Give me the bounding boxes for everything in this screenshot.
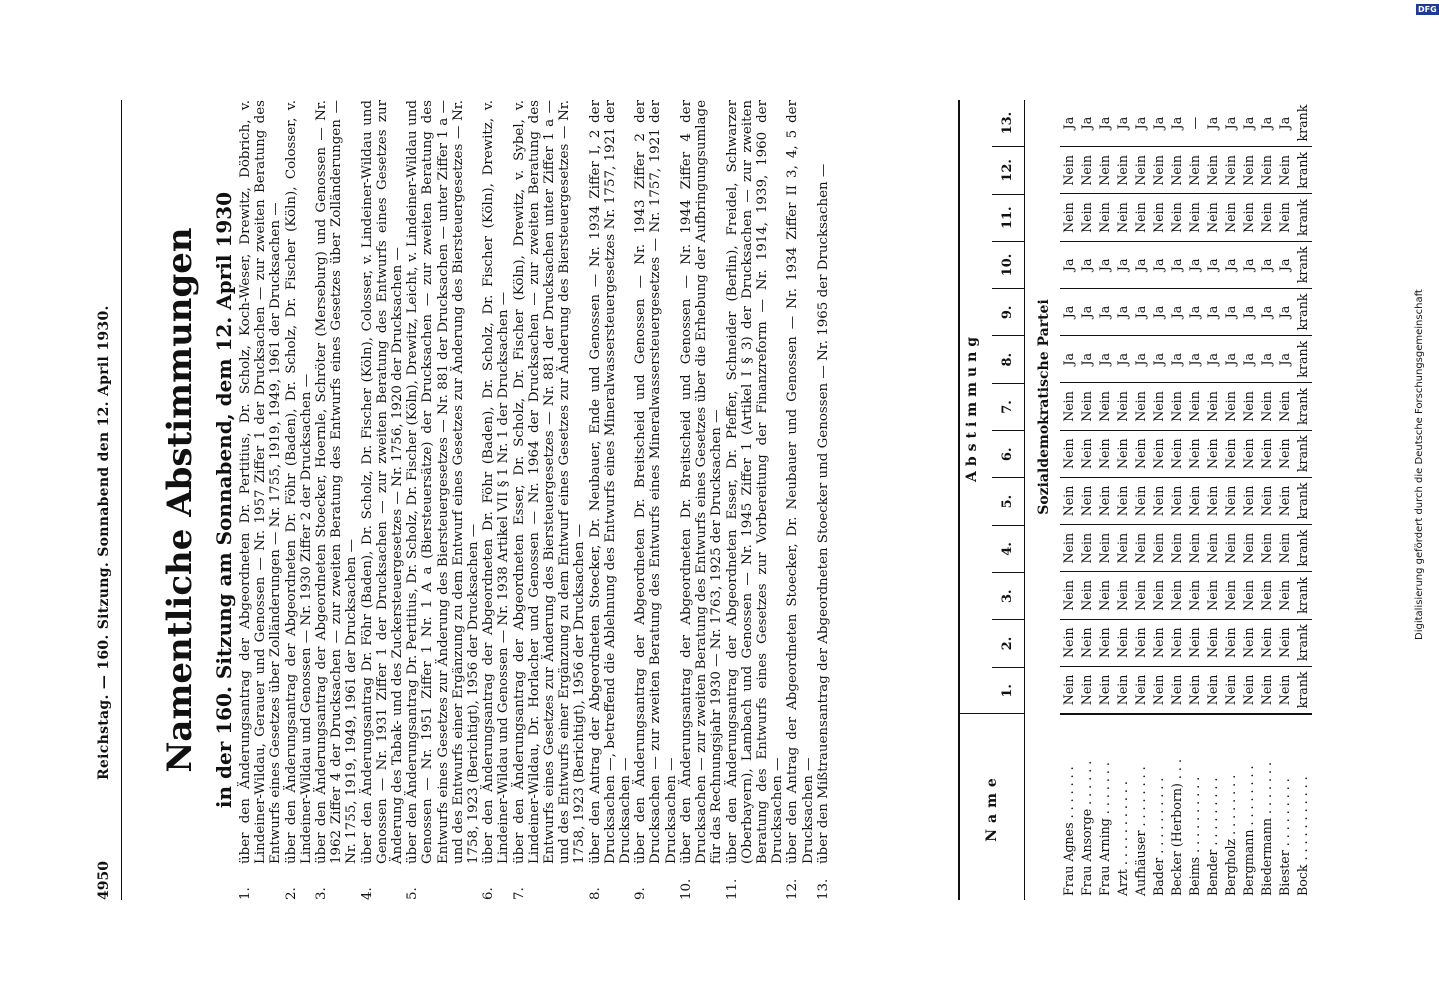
vote-item — [725, 100, 786, 900]
table-row — [1114, 100, 1132, 900]
vote-cell: Nein — [1168, 383, 1186, 430]
column-number: 4. — [992, 526, 1024, 573]
vote-item-number: 13. — [815, 878, 831, 900]
vote-cell: Nein — [1060, 431, 1078, 478]
vote-cell: Ja — [1168, 100, 1186, 147]
member-name: Bergmann . . . . . . . . — [1240, 714, 1258, 900]
column-number: 2. — [992, 620, 1024, 667]
vote-cell: Nein — [1150, 383, 1168, 430]
vote-cell: Nein — [1150, 194, 1168, 241]
vote-cell: Nein — [1078, 620, 1096, 667]
vote-cell: Nein — [1240, 431, 1258, 478]
column-number: 12. — [992, 147, 1024, 194]
vote-item — [238, 100, 284, 900]
side-credit-text: Digitalisierung gefördert durch die Deutsche Forschungsgemeinschaft — [1414, 289, 1425, 640]
vote-cell: Ja — [1258, 336, 1276, 383]
dfg-logo: DFG — [1418, 5, 1437, 14]
vote-cell: Nein — [1204, 383, 1222, 430]
vote-cell: krank — [1294, 242, 1312, 289]
vote-item-number: 9. — [633, 887, 649, 900]
vote-cell: Nein — [1222, 431, 1240, 478]
vote-cell: Nein — [1276, 478, 1294, 525]
vote-cell: Nein — [1132, 620, 1150, 667]
vote-cell: Ja — [1204, 336, 1222, 383]
vote-cell: Ja — [1078, 242, 1096, 289]
vote-cell: Nein — [1060, 194, 1078, 241]
vote-item-number: 12. — [785, 878, 801, 900]
vote-item-text: über den Änderungsantrag der Abgeordneten Dr. Pertitius, Dr. Scholz, Koch-Weser, Drewitz, Döbrich, v. Lindeiner-Wildau, Gerauer und Genossen — Nr. 1957 Ziffer 1 der Drucksachen — zur zweiten Beratung des Entwurfs eines Gesetzes über Zolländerungen — Nr. 1755, 1919, 1949, 1961 der Drucksachen — — [238, 100, 284, 864]
vote-cell: Ja — [1186, 289, 1204, 336]
vote-cell: Nein — [1114, 572, 1132, 619]
vote-cell: Ja — [1276, 336, 1294, 383]
vote-cell: Nein — [1150, 620, 1168, 667]
vote-cell: Nein — [1132, 525, 1150, 572]
vote-item-number: 6. — [481, 887, 497, 900]
vote-cell: Ja — [1222, 242, 1240, 289]
vote-cell: krank — [1294, 194, 1312, 241]
vote-cell: Ja — [1096, 242, 1114, 289]
vote-cell: Nein — [1168, 525, 1186, 572]
member-name: Frau Arning . . . . . . . — [1096, 714, 1114, 900]
vote-cell: Nein — [1114, 431, 1132, 478]
vote-cell: Ja — [1060, 336, 1078, 383]
vote-item-text: über den Änderungsantrag der Abgeordneten Dr. Föhr (Baden), Dr. Scholz, Dr. Fischer (Köln), Colosser, v. Lindeiner-Wildau und Genossen — Nr. 1930 Ziffer 2 der Drucksachen — — [283, 100, 314, 864]
vote-item — [816, 100, 831, 900]
vote-cell: Nein — [1096, 431, 1114, 478]
member-name: Frau Agnes . . . . . . . — [1060, 714, 1078, 900]
vote-cell: Ja — [1096, 289, 1114, 336]
vote-cell: Nein — [1150, 572, 1168, 619]
vote-cell: Nein — [1114, 525, 1132, 572]
vote-cell: Nein — [1096, 667, 1114, 714]
vote-cell: Nein — [1240, 525, 1258, 572]
member-name: Beims . . . . . . . . . . — [1186, 714, 1204, 900]
vote-cell: Nein — [1186, 383, 1204, 430]
vote-cell: Ja — [1114, 336, 1132, 383]
vote-cell: Nein — [1168, 147, 1186, 194]
vote-cell: Nein — [1204, 572, 1222, 619]
vote-item-text: über den Änderungsantrag der Abgeordneten Stoecker, Hoernle, Schröter (Merseburg) und Genossen — Nr. 1962 Ziffer 4 der Drucksachen — zur zweiten Beratung des Entwurfs eines Gesetzes über Zolländerungen — Nr. 1755, 1919, 1949, 1961 der Drucksachen — — [314, 100, 360, 864]
vote-cell: Nein — [1168, 667, 1186, 714]
vote-cell: Nein — [1078, 147, 1096, 194]
table-row — [1132, 100, 1150, 900]
page-number: 4950 — [96, 861, 112, 900]
vote-cell: Nein — [1186, 478, 1204, 525]
page-subtitle: in der 160. Sitzung am Sonnabend, dem 12. April 1930 — [212, 191, 236, 809]
vote-cell: Nein — [1096, 478, 1114, 525]
vote-item — [405, 100, 481, 900]
vote-cell: Ja — [1186, 336, 1204, 383]
vote-item-number: 4. — [359, 887, 375, 900]
vote-cell: Nein — [1276, 194, 1294, 241]
member-name: Bender . . . . . . . . . — [1204, 714, 1222, 900]
vote-cell: Nein — [1186, 667, 1204, 714]
vote-cell: Nein — [1150, 431, 1168, 478]
vote-item-text: über den Antrag der Abgeordneten Stoecker, Dr. Neubauer und Genossen — Nr. 1934 Ziffer II 3, 4, 5 der Drucksachen — — [785, 100, 816, 864]
member-name: Arzt . . . . . . . . . . . — [1114, 714, 1132, 900]
vote-item — [314, 100, 360, 900]
member-name: Biedermann . . . . . . . — [1258, 714, 1276, 900]
vote-cell: Ja — [1060, 242, 1078, 289]
vote-item — [588, 100, 634, 900]
vote-item-text: über den Mißtrauensantrag der Abgeordneten Stoecker und Genossen — Nr. 1965 der Drucksachen — — [815, 163, 831, 864]
page-title: Namentliche Abstimmungen — [160, 227, 200, 773]
vote-cell: Ja — [1222, 100, 1240, 147]
vote-cell: Ja — [1204, 242, 1222, 289]
vote-cell: Nein — [1132, 147, 1150, 194]
vote-cell: Nein — [1096, 572, 1114, 619]
vote-cell: Nein — [1240, 620, 1258, 667]
vote-cell: Nein — [1060, 667, 1078, 714]
vote-cell: Nein — [1078, 383, 1096, 430]
vote-cell: Nein — [1276, 667, 1294, 714]
vote-cell: Ja — [1240, 289, 1258, 336]
vote-cell: Nein — [1222, 667, 1240, 714]
abstimmung-header: Abstimmung — [964, 331, 980, 483]
vote-item — [481, 100, 511, 900]
vote-cell: Ja — [1132, 100, 1150, 147]
vote-cell: Ja — [1150, 336, 1168, 383]
vote-cell: Nein — [1132, 572, 1150, 619]
vote-cell: Nein — [1186, 147, 1204, 194]
vote-item-text: über den Änderungsantrag Dr. Föhr (Baden), Dr. Scholz, Dr. Fischer (Köln), Colosser, v. Lindeiner-Wildau und Genossen — Nr. 1931 Ziffer 1 der Drucksachen — zur zweiten Beratung des Entwurfs eines Gesetzes zur Änderung des Tabak- und des Zuckersteuergesetzes — Nr. 1756, 1920 der Drucksachen — — [359, 100, 406, 864]
vote-cell: Nein — [1168, 572, 1186, 619]
vote-cell: krank — [1294, 667, 1312, 714]
vote-cell: Nein — [1204, 147, 1222, 194]
vote-cell: Nein — [1132, 667, 1150, 714]
vote-cell: Nein — [1168, 431, 1186, 478]
vote-cell: Nein — [1222, 572, 1240, 619]
vote-cell: Nein — [1222, 383, 1240, 430]
vote-item-text: über den Änderungsantrag Dr. Pertitius, Dr. Scholz, Dr. Fischer (Köln), Drewitz, Leicht, v. Lindeiner-Wildau und Genossen — Nr. 1951 Ziffer 1 Nr. 1 A a (Biersteuersätze) der Drucksachen — zur zweiten Beratung des Entwurfs eines Gesetzes zur Änderung des Biersteuergesetzes — Nr. 881 der Drucksachen — unter Ziffer 1 a — und des Entwurfs einer Ergänzung zu dem Entwurf eines Gesetzes zur Änderung des Biersteuergesetzes — Nr. 1758, 1923 (Berichtigt), 1956 der Drucksachen — — [405, 100, 482, 864]
vote-cell: Ja — [1240, 336, 1258, 383]
vote-item-number: 7. — [511, 887, 527, 900]
vote-item-number: 8. — [587, 887, 603, 900]
party-heading: Sozialdemokratische Partei — [1036, 299, 1052, 515]
name-column-header: Name — [960, 713, 1024, 900]
vote-item — [360, 100, 406, 900]
vote-items-list — [238, 100, 831, 900]
vote-cell: Nein — [1096, 383, 1114, 430]
member-name: Biester . . . . . . . . . — [1276, 714, 1294, 900]
vote-cell: Ja — [1060, 289, 1078, 336]
vote-cell: Nein — [1078, 667, 1096, 714]
vote-cell: Ja — [1186, 242, 1204, 289]
vote-cell: Ja — [1276, 242, 1294, 289]
vote-cell: Ja — [1168, 289, 1186, 336]
vote-item-number: 1. — [238, 887, 253, 900]
vote-cell: Ja — [1168, 242, 1186, 289]
table-row — [1240, 100, 1258, 900]
vote-cell: Ja — [1168, 336, 1186, 383]
column-number: 1. — [1000, 684, 1015, 698]
vote-cell: Nein — [1258, 147, 1276, 194]
table-row — [1096, 100, 1114, 900]
vote-cell: Nein — [1222, 525, 1240, 572]
vote-cell: Nein — [1186, 194, 1204, 241]
vote-cell: Ja — [1078, 100, 1096, 147]
vote-cell: krank — [1294, 289, 1312, 336]
vote-item — [633, 100, 679, 900]
vote-cell: Nein — [1222, 194, 1240, 241]
vote-cell: Nein — [1078, 572, 1096, 619]
table-row — [1078, 100, 1096, 900]
vote-cell: Nein — [1150, 147, 1168, 194]
vote-cell: Ja — [1276, 100, 1294, 147]
column-number: 13. — [992, 100, 1024, 147]
vote-cell: Nein — [1258, 620, 1276, 667]
vote-item-text: über den Änderungsantrag der Abgeordneten Dr. Breitscheid und Genossen — Nr. 1944 Ziffer 4 der Drucksachen — zur zweiten Beratung des Entwurfs eines Gesetzes über die Erhebung der Aufbringungsumlage für das Rechnungsjahr 1930 — Nr. 1763, 1925 der Drucksachen — — [678, 100, 725, 864]
member-name: Bader . . . . . . . . . . — [1150, 714, 1168, 900]
column-number: 8. — [992, 337, 1024, 384]
vote-item-text: über den Änderungsantrag der Abgeordneten Esser, Dr. Pfeffer, Schneider (Berlin), Freidel, Schwarzer (Oberbayern), Lambach und Genossen — Nr. 1945 Ziffer 1 (Artikel I § 3) der Drucksachen — zur zweiten Beratung des Entwurfs eines Gesetzes zur Vorbereitung der Finanzreform — Nr. 1914, 1939, 1960 der Drucksachen — — [724, 100, 786, 864]
vote-cell: Nein — [1060, 383, 1078, 430]
vote-cell: Nein — [1096, 194, 1114, 241]
vote-cell: Nein — [1114, 194, 1132, 241]
vote-cell: Nein — [1276, 431, 1294, 478]
vote-cell: krank — [1294, 147, 1312, 194]
vote-cell: krank — [1294, 383, 1312, 430]
vote-cell: Ja — [1258, 242, 1276, 289]
vote-cell: Nein — [1114, 147, 1132, 194]
vote-item-number: 5. — [405, 887, 421, 900]
vote-cell: Ja — [1276, 289, 1294, 336]
vote-cell: Nein — [1204, 667, 1222, 714]
column-number: 9. — [992, 289, 1024, 336]
vote-table-header — [960, 100, 1025, 900]
vote-cell: Ja — [1258, 100, 1276, 147]
vote-table-rows — [1060, 100, 1312, 900]
vote-item-text: über den Änderungsantrag der Abgeordneten Esser, Dr. Scholz, Dr. Fischer (Köln), Drewitz, v. Sybel, v. Lindeiner-Wildau, Dr. Horlacher und Genossen — Nr. 1964 der Drucksachen — zur zweiten Beratung des Entwurfs eines Gesetzes zur Änderung des Biersteuergesetzes — Nr. 881 der Drucksachen unter Ziffer 1 a — und des Entwurfs einer Ergänzung zu dem Entwurf eines Gesetzes zur Änderung des Biersteuergesetzes — Nr. 1758, 1923 (Berichtigt), 1956 der Drucksachen — — [511, 100, 588, 864]
vote-cell: Nein — [1222, 478, 1240, 525]
vote-cell: Ja — [1150, 242, 1168, 289]
vote-cell: Ja — [1222, 336, 1240, 383]
column-numbers — [992, 100, 1024, 714]
vote-cell: Ja — [1132, 336, 1150, 383]
vote-cell: Nein — [1240, 194, 1258, 241]
member-name: Bock . . . . . . . . . . . — [1294, 714, 1312, 900]
vote-cell: Nein — [1240, 147, 1258, 194]
vote-cell: Nein — [1240, 478, 1258, 525]
vote-cell: Nein — [1258, 431, 1276, 478]
vote-cell: Ja — [1240, 242, 1258, 289]
vote-item-number: 10. — [678, 878, 694, 900]
vote-cell: Nein — [1204, 525, 1222, 572]
table-row — [1222, 100, 1240, 900]
vote-cell: Nein — [1258, 667, 1276, 714]
side-credit-strip — [1414, 0, 1437, 1000]
vote-cell: Nein — [1276, 147, 1294, 194]
member-name: Frau Ansorge . . . . . . — [1078, 714, 1096, 900]
vote-cell: Nein — [1150, 478, 1168, 525]
vote-item — [284, 100, 314, 900]
vote-cell: Nein — [1204, 431, 1222, 478]
running-header — [92, 100, 118, 900]
vote-item-text: über den Änderungsantrag der Abgeordneten Dr. Föhr (Baden), Dr. Scholz, Dr. Fischer (Köln), Drewitz, v. Lindeiner-Wildau und Genossen — Nr. 1938 Artikel VII § 1 Nr. 1 der Drucksachen — — [481, 100, 512, 864]
table-row — [1168, 100, 1186, 900]
vote-cell: Ja — [1114, 289, 1132, 336]
vote-cell: Nein — [1060, 478, 1078, 525]
vote-cell: Nein — [1060, 572, 1078, 619]
vote-cell: Nein — [1240, 667, 1258, 714]
table-row — [1258, 100, 1276, 900]
column-number: 5. — [992, 478, 1024, 525]
table-row — [1204, 100, 1222, 900]
table-row — [1150, 100, 1168, 900]
vote-cell: Nein — [1114, 620, 1132, 667]
vote-cell: krank — [1294, 478, 1312, 525]
column-number: 7. — [992, 384, 1024, 431]
vote-item — [785, 100, 815, 900]
vote-cell: Nein — [1276, 383, 1294, 430]
vote-cell: Nein — [1132, 194, 1150, 241]
vote-cell: Nein — [1132, 383, 1150, 430]
vote-item-number: 3. — [314, 887, 330, 900]
vote-cell: Nein — [1258, 572, 1276, 619]
vote-cell: krank — [1294, 431, 1312, 478]
vote-cell: Ja — [1078, 289, 1096, 336]
member-name: Bergholz . . . . . . . . — [1222, 714, 1240, 900]
vote-cell: Nein — [1186, 572, 1204, 619]
vote-cell: Nein — [1096, 525, 1114, 572]
vote-cell: Nein — [1078, 431, 1096, 478]
vote-cell: Ja — [1204, 100, 1222, 147]
vote-cell: Nein — [1060, 620, 1078, 667]
vote-cell: Nein — [1078, 525, 1096, 572]
vote-cell: Nein — [1150, 525, 1168, 572]
vote-cell: Nein — [1060, 525, 1078, 572]
column-number: 11. — [992, 195, 1024, 242]
vote-item-number: 11. — [724, 878, 740, 900]
vote-cell: Nein — [1168, 478, 1186, 525]
vote-cell: Ja — [1096, 100, 1114, 147]
vote-cell: krank — [1294, 572, 1312, 619]
vote-item — [679, 100, 725, 900]
vote-cell: Nein — [1276, 525, 1294, 572]
vote-cell: krank — [1294, 100, 1312, 147]
vote-cell: Nein — [1096, 147, 1114, 194]
vote-cell: Nein — [1132, 431, 1150, 478]
vote-table — [958, 100, 1310, 900]
table-row — [1294, 100, 1312, 900]
vote-item-text: über den Änderungsantrag der Abgeordneten Dr. Breitscheid und Genossen — Nr. 1943 Ziffer 2 der Drucksachen — zur zweiten Beratung des Entwurfs eines Mineralwassersteuergesetzes — Nr. 1757, 1921 der Drucksachen — — [633, 100, 679, 864]
vote-cell: Nein — [1240, 383, 1258, 430]
vote-cell: Nein — [1186, 431, 1204, 478]
vote-cell: Nein — [1240, 572, 1258, 619]
vote-item — [512, 100, 588, 900]
vote-cell: Nein — [1114, 667, 1132, 714]
vote-cell: krank — [1294, 620, 1312, 667]
vote-cell: Nein — [1096, 620, 1114, 667]
vote-cell: Nein — [1258, 478, 1276, 525]
vote-item-text: über den Antrag der Abgeordneten Stoecker, Dr. Neubauer, Ende und Genossen — Nr. 1934 Ziffer I, 2 der Drucksachen —, betreffend die Ablehnung des Entwurfs eines Mineralwassersteuergesetzes Nr. 1757, 1921 der Drucksachen — — [587, 100, 634, 864]
column-number: 3. — [992, 573, 1024, 620]
column-number: 10. — [992, 242, 1024, 289]
vote-cell: krank — [1294, 336, 1312, 383]
table-row — [1186, 100, 1204, 900]
table-row — [1060, 100, 1078, 900]
vote-cell: Nein — [1258, 194, 1276, 241]
vote-cell: Nein — [1078, 478, 1096, 525]
vote-cell: Nein — [1258, 525, 1276, 572]
vote-cell: Nein — [1222, 147, 1240, 194]
vote-cell: Nein — [1204, 620, 1222, 667]
vote-cell: Nein — [1132, 478, 1150, 525]
table-row — [1276, 100, 1294, 900]
vote-cell: Nein — [1276, 572, 1294, 619]
vote-cell: Ja — [1078, 336, 1096, 383]
vote-cell: Ja — [1114, 242, 1132, 289]
vote-cell: Nein — [1114, 478, 1132, 525]
vote-cell: — — [1186, 100, 1204, 147]
vote-cell: Ja — [1132, 289, 1150, 336]
vote-item-number: 2. — [283, 887, 299, 900]
vote-cell: Ja — [1060, 100, 1078, 147]
vote-cell: Nein — [1204, 194, 1222, 241]
vote-cell: Nein — [1186, 525, 1204, 572]
vote-cell: Ja — [1204, 289, 1222, 336]
vote-cell: Nein — [1168, 194, 1186, 241]
vote-cell: Nein — [1258, 383, 1276, 430]
vote-cell: Ja — [1132, 242, 1150, 289]
vote-cell: Nein — [1150, 667, 1168, 714]
vote-cell: Ja — [1096, 336, 1114, 383]
vote-cell: Nein — [1204, 478, 1222, 525]
vote-cell: Ja — [1150, 100, 1168, 147]
member-name: Aufhäuser . . . . . . . . — [1132, 714, 1150, 900]
vote-cell: Nein — [1078, 194, 1096, 241]
vote-cell: Ja — [1150, 289, 1168, 336]
vote-cell: Ja — [1240, 100, 1258, 147]
running-head-text: Reichstag. — 160. Sitzung. Sonnabend den 12. April 1930. — [96, 305, 112, 780]
vote-cell: Ja — [1114, 100, 1132, 147]
column-number: 6. — [992, 431, 1024, 478]
vote-cell: Nein — [1168, 620, 1186, 667]
vote-cell: Nein — [1276, 620, 1294, 667]
vote-cell: Ja — [1258, 289, 1276, 336]
vote-cell: Ja — [1222, 289, 1240, 336]
member-name: Becker (Herborn) . . . — [1168, 714, 1186, 900]
header-rule — [121, 100, 122, 900]
vote-cell: Nein — [1222, 620, 1240, 667]
vote-cell: Nein — [1114, 383, 1132, 430]
vote-cell: Nein — [1186, 620, 1204, 667]
vote-cell: krank — [1294, 525, 1312, 572]
vote-cell: Nein — [1060, 147, 1078, 194]
